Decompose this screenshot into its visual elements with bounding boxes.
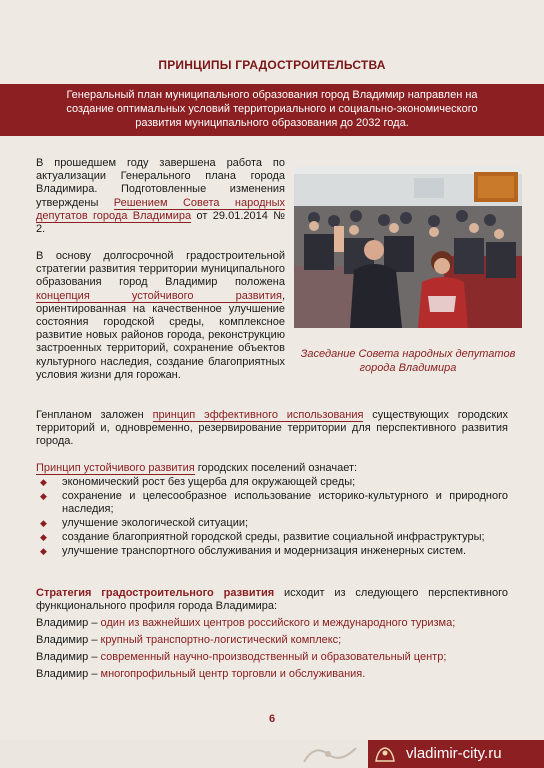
vladimir-profile-line: Владимир – современный научно-производственный и образовательный центр;	[36, 651, 447, 663]
diamond-bullet-icon: ◆	[40, 477, 47, 487]
paragraph-strategy: В основу долгосрочной градостроительной стратегии развития территории муниципального образования город Владимир положена концепция устойчивого развития, ориентированная на качественное улучшение состояния городской среды, комплексное развитие новых районов города, реконструкцию застроенных территорий, сохранение объектов культурного наследия, создание благоприятных условия жизни для горожан.	[36, 250, 285, 381]
intro-banner: Генеральный план муниципального образования город Владимир направлен на создание оптимальных условий территориального и социально-экономического развития муниципального образования до 2032 года.	[0, 84, 544, 136]
principles-list	[40, 476, 508, 559]
list-item: ◆ улучшение транспортного обслуживания и модернизация инженерных систем.	[40, 545, 467, 558]
list-item: ◆ экономический рост без ущерба для окружающей среды;	[40, 476, 356, 488]
sustainable-concept-link[interactable]: концепция устойчивого развития	[36, 289, 282, 302]
page-number: 6	[268, 713, 276, 725]
site-url: vladimir-city.ru	[406, 745, 502, 762]
vladimir-profile-line: Владимир – многопрофильный центр торговли и обслуживания.	[36, 668, 366, 680]
list-item: ◆ создание благоприятной городской среды, развитие социальной инфраструктуры;	[40, 531, 485, 544]
list-item: ◆ улучшение экологической ситуации;	[40, 517, 249, 530]
ornament-icon	[300, 742, 360, 766]
page-title: ПРИНЦИПЫ ГРАДОСТРОИТЕЛЬСТВА	[158, 58, 386, 72]
sustainable-principle-link[interactable]: Принцип устойчивого развития	[36, 462, 195, 474]
diamond-bullet-icon: ◆	[40, 546, 47, 557]
list-item: ◆ сохранение и целесообразное использование историко-культурного и природного наследия;	[40, 490, 508, 516]
council-meeting-photo	[294, 166, 522, 328]
diamond-bullet-icon: ◆	[40, 532, 47, 543]
photo-caption: Заседание Совета народных депутатов города Владимира	[300, 348, 516, 374]
paragraph-sustainable-principle: Принцип устойчивого развития городских поселений означает:	[36, 462, 358, 474]
diamond-bullet-icon: ◆	[40, 491, 47, 501]
vladimir-profile-line: Владимир – один из важнейших центров российского и международного туризма;	[36, 617, 456, 629]
paragraph-efficient-use: Генпланом заложен принцип эффективного использования существующих городских территорий и, одновременно, резервирование территории для перспективного развития города.	[36, 409, 509, 448]
paragraph-strategy-profile: Стратегия градостроительного развития исходит из следующего перспективного функционального профиля города Владимира:	[36, 587, 508, 613]
diamond-bullet-icon: ◆	[40, 518, 47, 529]
efficient-use-link[interactable]: принцип эффективного использования	[152, 409, 364, 421]
council-decision-link[interactable]: Решением Совета народных депутатов города Владимира	[36, 196, 285, 222]
site-link[interactable]	[368, 740, 544, 768]
lion-emblem-icon	[374, 745, 396, 763]
strategy-heading: Стратегия градостроительного развития	[36, 587, 275, 599]
vladimir-profile-line: Владимир – крупный транспортно-логистический комплекс;	[36, 634, 342, 646]
paragraph-general-plan: В прошедшем году завершена работа по актуализации Генерального плана города Владимира. Подготовленные изменения утверждены Решением Совета народных депутатов города Владимира от 29.01.2014 № 2.	[36, 157, 285, 236]
